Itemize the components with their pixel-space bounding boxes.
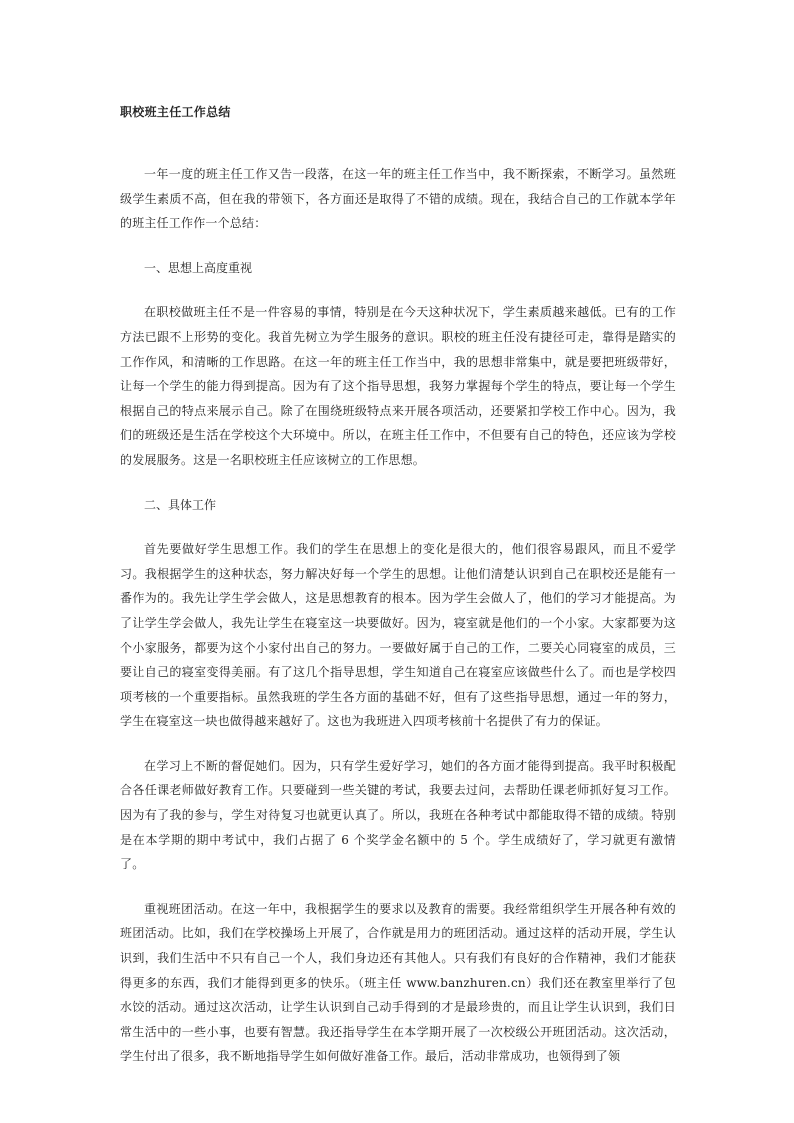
section-heading-thinking: 一、思想上高度重视 [144,260,253,275]
specific-work-paragraph-ideology: 首先要做好学生思想工作。我们的学生在思想上的变化是很大的，他们很容易跟风，而且不爱学习。我根据学生的这种状态，努力解决好每一个学生的思想。让他们清楚认识到自己在职校还是能有一番作为的。我先让学生学会做人，这是思想教育的根本。因为学生会做人了，他们的学习才能提高。为了让学生学会做人，我先让学生在寝室这一块要做好。因为，寝室就是他们的一个小家。大家都要为这个小家服务，都要为这个小家付出自己的努力。一要做好属于自己的工作，二要关心同寝室的成员，三要让自己的寝室变得美丽。有了这几个指导思想，学生知道自己在寝室应该做些什么了。而也是学校四项考核的一个重要指标。虽然我班的学生各方面的基础不好，但有了这些指导思想，通过一年的努力，学生在寝室这一块也做得越来越好了。这也为我班进入四项考核前十名提供了有力的保证。 [120,542,676,729]
specific-work-paragraph-activities: 重视班团活动。在这一年中，我根据学生的要求以及教育的需要。我经常组织学生开展各种有效的班团活动。比如，我们在学校操场上开展了，合作就是用力的班团活动。通过这样的活动开展，学生认识到，我们生活中不只有自己一个人，我们身边还有其他人。只有我们有良好的合作精神，我们才能获得更多的东西，我们才能得到更多的快乐。（班主任 www.banzhuren.cn）我们还在教室里举行了包水饺的活动。通过这次活动，让学生认识到自己动手得到的才是最珍贵的，而且让学生认识到，我们日常生活中的一些小事，也要有智慧。我还指导学生在本学期开展了一次校级公开班团活动。这次活动，学生付出了很多，我不断地指导学生如何做好准备工作。最后，活动非常成功，也领得到了领 [120,901,676,1064]
document-title: 职校班主任工作总结 [120,105,231,119]
specific-work-paragraph-study: 在学习上不断的督促她们。因为，只有学生爱好学习，她们的各方面才能得到提高。我平时积极配合各任课老师做好教育工作。只要碰到一些关键的考试，我要去过问，去帮助任课老师抓好复习工作。因为有了我的参与，学生对待复习也就更认真了。所以，我班在各种考试中都能取得不错的成绩。特别是在本学期的期中考试中，我们占据了 6 个奖学金名额中的 5 个。学生成绩好了，学习就更有激情了。 [120,758,676,872]
document-body [120,162,676,1089]
intro-paragraph: 一年一度的班主任工作又告一段落，在这一年的班主任工作当中，我不断探索，不断学习。虽然班级学生素质不高，但在我的带领下，各方面还是取得了不错的成绩。现在，我结合自己的工作就本学年的班主任工作作一个总结： [120,167,676,231]
section-thinking-paragraph: 在职校做班主任不是一件容易的事情，特别是在今天这种状况下，学生素质越来越低。已有的工作方法已跟不上形势的变化。我首先树立为学生服务的意识。职校的班主任没有捷径可走，靠得是踏实的工作作风，和清晰的工作思路。在这一年的班主任工作当中，我的思想非常集中，就是要把班级带好，让每一个学生的能力得到提高。因为有了这个指导思想，我努力掌握每个学生的特点，要让每一个学生根据自己的特点来展示自己。除了在围绕班级特点来开展各项活动，还要紧扣学校工作中心。因为，我们的班级还是生活在学校这个大环境中。所以，在班主任工作中，不但要有自己的特色，还应该为学校的发展服务。这是一名职校班主任应该树立的工作思想。 [120,305,676,467]
section-heading-specific-work: 二、具体工作 [144,497,217,512]
